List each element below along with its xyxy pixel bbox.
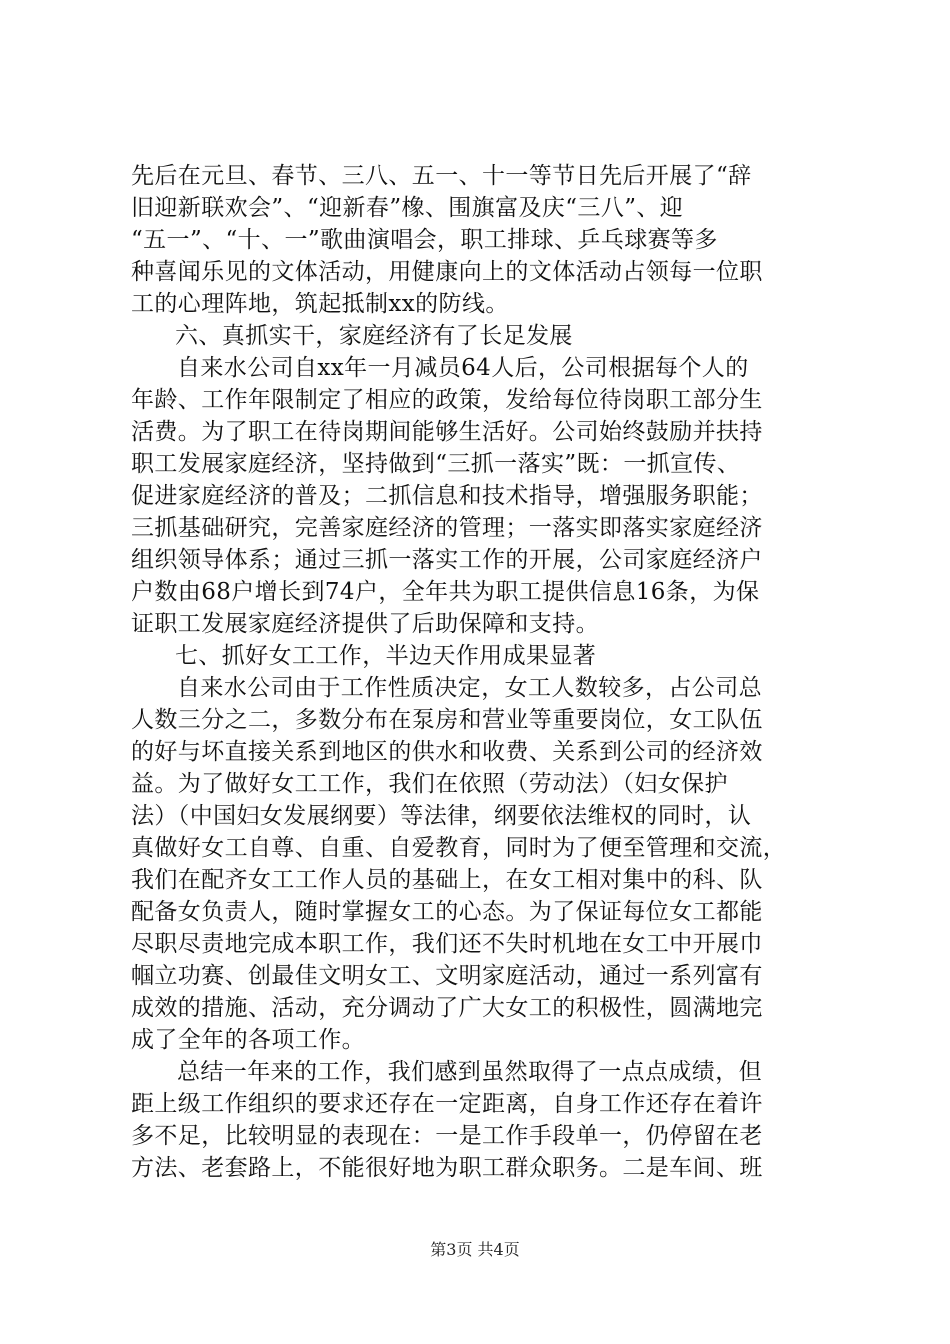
section-heading: 六、真抓实干，家庭经济有了长足发展 bbox=[175, 323, 573, 349]
paragraph-line: 旧迎新联欢会”、“迎新春”橡、围旗富及庆“三八”、迎 bbox=[131, 195, 684, 221]
paragraph-line: 配备女负责人，随时掌握女工的心态。为了保证每位女工都能 bbox=[131, 899, 763, 925]
paragraph-line: 组织领导体系；通过三抓一落实工作的开展，公司家庭经济户 bbox=[131, 547, 763, 573]
paragraph-line: 成了全年的各项工作。 bbox=[131, 1027, 365, 1053]
paragraph-line: 人数三分之二，多数分布在泵房和营业等重要岗位，女工队伍 bbox=[131, 707, 763, 733]
paragraph-line: 户数由68户增长到74户，全年共为职工提供信息16条，为保 bbox=[131, 579, 760, 605]
paragraph-line: 益。为了做好女工工作，我们在依照（劳动法）（妇女保护 bbox=[131, 771, 728, 797]
paragraph-line: 尽职尽责地完成本职工作，我们还不失时机地在女工中开展巾 bbox=[131, 931, 763, 957]
paragraph-line: 促进家庭经济的普及；二抓信息和技术指导，增强服务职能； bbox=[131, 483, 763, 509]
paragraph-line: 职工发展家庭经济，坚持做到“三抓一落实”既：一抓宣传、 bbox=[131, 451, 741, 477]
paragraph-line: 活费。为了职工在待岗期间能够生活好。公司始终鼓励并扶持 bbox=[131, 419, 763, 445]
paragraph-line: 真做好女工自尊、自重、自爱教育，同时为了便至管理和交流， bbox=[131, 835, 787, 861]
paragraph-line: 种喜闻乐见的文体活动，用健康向上的文体活动占领每一位职 bbox=[131, 259, 763, 285]
paragraph-line: 三抓基础研究，完善家庭经济的管理；一落实即落实家庭经济 bbox=[131, 515, 763, 541]
paragraph-line: 方法、老套路上，不能很好地为职工群众职务。二是车间、班 bbox=[131, 1155, 763, 1181]
paragraph-line: 工的心理阵地，筑起抵制xx的防线。 bbox=[131, 291, 509, 317]
document-body bbox=[131, 160, 831, 1184]
paragraph-line: 先后在元旦、春节、三八、五一、十一等节日先后开展了“辞 bbox=[131, 163, 752, 189]
paragraph-line: 帼立功赛、创最佳文明女工、文明家庭活动，通过一系列富有 bbox=[131, 963, 763, 989]
paragraph-line: “五一”、“十、一”歌曲演唱会，职工排球、乒乓球赛等多 bbox=[131, 227, 718, 253]
paragraph-line: 我们在配齐女工工作人员的基础上，在女工相对集中的科、队 bbox=[131, 867, 763, 893]
section-heading: 七、抓好女工工作，半边天作用成果显著 bbox=[175, 643, 597, 669]
paragraph-first-line: 总结一年来的工作，我们感到虽然取得了一点点成绩，但 bbox=[177, 1059, 762, 1085]
paragraph-line: 法）（中国妇女发展纲要）等法律，纲要依法维权的同时，认 bbox=[131, 803, 752, 829]
paragraph-first-line: 自来水公司由于工作性质决定，女工人数较多，占公司总 bbox=[177, 675, 762, 701]
paragraph-line: 证职工发展家庭经济提供了后助保障和支持。 bbox=[131, 611, 599, 637]
paragraph-line: 多不足，比较明显的表现在：一是工作手段单一，仍停留在老 bbox=[131, 1123, 763, 1149]
paragraph-line: 年龄、工作年限制定了相应的政策，发给每位待岗职工部分生 bbox=[131, 387, 763, 413]
paragraph-first-line: 自来水公司自xx年一月减员64人后，公司根据每个人的 bbox=[177, 355, 749, 381]
page-number-footer: 第3页 共4页 bbox=[430, 1240, 520, 1259]
paragraph-line: 距上级工作组织的要求还存在一定距离，自身工作还存在着许 bbox=[131, 1091, 763, 1117]
paragraph-line: 的好与坏直接关系到地区的供水和收费、关系到公司的经济效 bbox=[131, 739, 763, 765]
paragraph-line: 成效的措施、活动，充分调动了广大女工的积极性，圆满地完 bbox=[131, 995, 763, 1021]
